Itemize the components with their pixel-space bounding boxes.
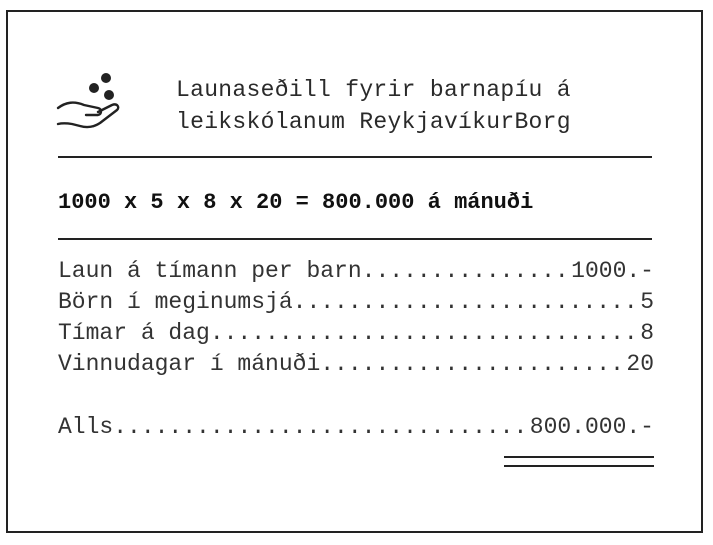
total-underline-2: [504, 465, 654, 467]
dot-leader: [293, 287, 641, 318]
line-item-value: 5: [640, 289, 654, 315]
line-item-label: Tímar á dag: [58, 320, 210, 346]
divider-middle: [58, 238, 652, 240]
dot-leader: [320, 349, 626, 380]
salary-formula: 1000 x 5 x 8 x 20 = 800.000 á mánuði: [58, 190, 534, 215]
divider-top: [58, 156, 652, 158]
line-item-value: 1000.-: [571, 258, 654, 284]
total-value: 800.000.-: [529, 414, 654, 440]
line-item-label: Vinnudagar í mánuði: [58, 351, 321, 377]
total-row: [58, 412, 654, 443]
line-item-label: Börn í meginumsjá: [58, 289, 293, 315]
line-item-value: 8: [640, 320, 654, 346]
dot-leader: [362, 256, 572, 287]
line-items: [58, 256, 654, 380]
line-item-children: [58, 287, 654, 318]
payslip-title: [176, 74, 571, 138]
line-item-label: Laun á tímann per barn: [58, 258, 362, 284]
title-line-2: leikskólanum ReykjavíkurBorg: [176, 109, 571, 135]
total-underline-1: [504, 456, 654, 458]
line-item-value: 20: [626, 351, 654, 377]
hand-with-coins-icon: [54, 68, 124, 132]
line-item-workdays: [58, 349, 654, 380]
dot-leader: [210, 318, 640, 349]
total-label: Alls: [58, 414, 114, 440]
dot-leader: [113, 412, 530, 443]
title-line-1: Launaseðill fyrir barnapíu á: [176, 77, 571, 103]
line-item-hours-per-day: [58, 318, 654, 349]
line-item-hourly-rate: [58, 256, 654, 287]
